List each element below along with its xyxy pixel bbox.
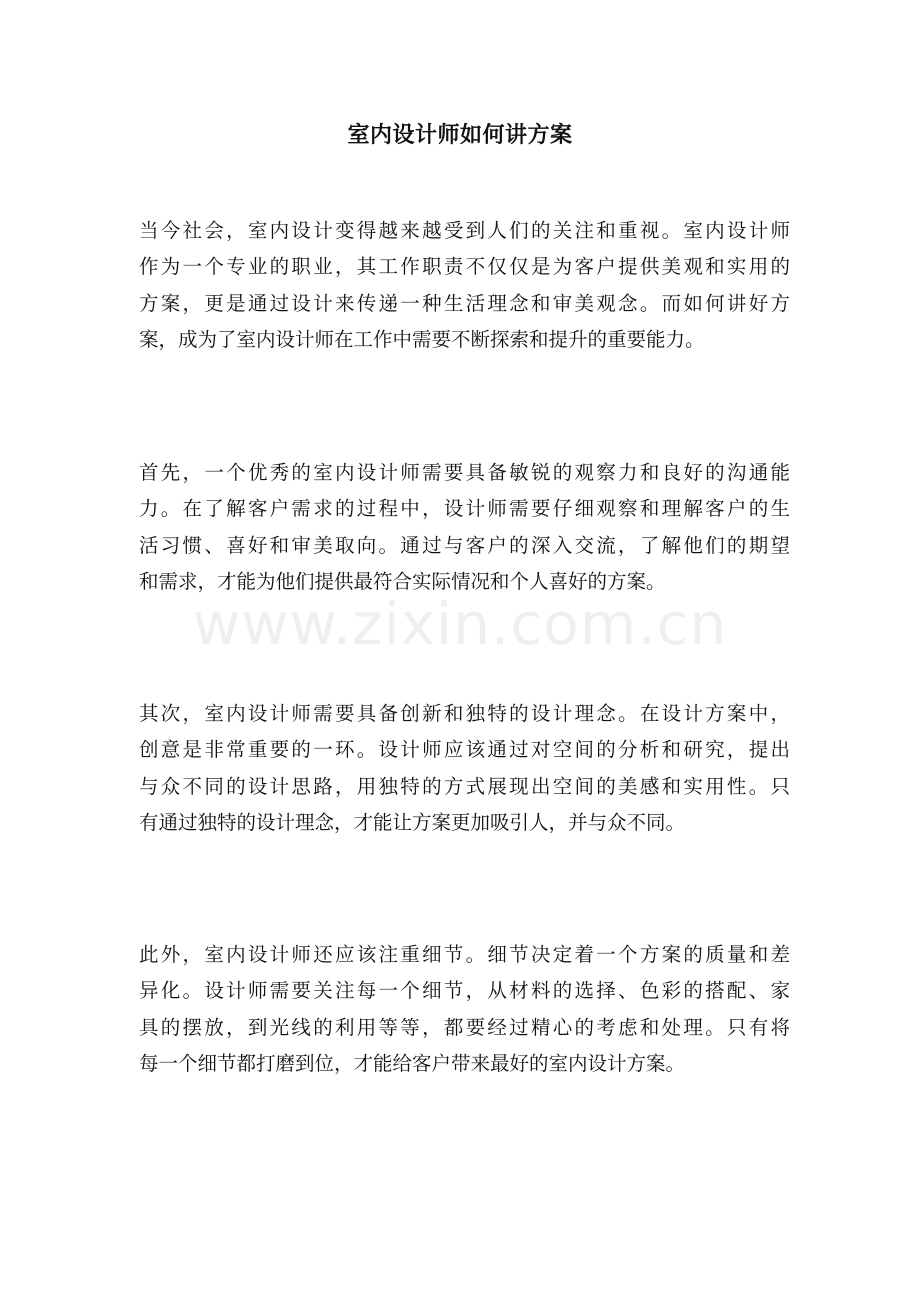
paragraph-line: 异化。设计师需要关注每一个细节，从材料的选择、色彩的搭配、家 — [139, 979, 790, 1003]
document-title: 室内设计师如何讲方案 — [347, 122, 573, 148]
watermark: www.zixin.com.cn — [192, 590, 728, 658]
paragraph-3 — [139, 696, 790, 842]
paragraph-line: 与众不同的设计思路，用独特的方式展现出空间的美感和实用性。只 — [139, 774, 790, 798]
paragraph-line: 其次，室内设计师需要具备创新和独特的设计理念。在设计方案中， — [139, 702, 790, 725]
paragraph-line: 具的摆放，到光线的利用等等，都要经过精心的考虑和处理。只有将 — [139, 1015, 790, 1039]
paragraph-line: 力。在了解客户需求的过程中，设计师需要仔细观察和理解客户的生 — [139, 497, 790, 521]
paragraph-1 — [139, 213, 790, 359]
paragraph-line: 创意是非常重要的一环。设计师应该通过对空间的分析和研究，提出 — [139, 738, 790, 762]
paragraph-line: 方案，更是通过设计来传递一种生活理念和审美观念。而如何讲好方 — [139, 291, 790, 315]
paragraph-line: 案，成为了室内设计师在工作中需要不断探索和提升的重要能力。 — [139, 328, 705, 352]
paragraph-line: 每一个细节都打磨到位，才能给客户带来最好的室内设计方案。 — [139, 1052, 686, 1076]
paragraph-4 — [139, 937, 790, 1083]
paragraph-line: 首先，一个优秀的室内设计师需要具备敏锐的观察力和良好的沟通能 — [139, 461, 790, 484]
paragraph-line: 和需求，才能为他们提供最符合实际情况和个人喜好的方案。 — [139, 570, 666, 594]
paragraph-line: 作为一个专业的职业，其工作职责不仅仅是为客户提供美观和实用的 — [139, 255, 790, 279]
paragraph-line: 当今社会，室内设计变得越来越受到人们的关注和重视。室内设计师 — [139, 219, 790, 242]
paragraph-line: 此外，室内设计师还应该注重细节。细节决定着一个方案的质量和差 — [139, 943, 790, 966]
paragraph-2 — [139, 455, 790, 601]
paragraph-line: 活习惯、喜好和审美取向。通过与客户的深入交流，了解他们的期望 — [139, 533, 790, 557]
paragraph-line: 有通过独特的设计理念，才能让方案更加吸引人，并与众不同。 — [139, 811, 686, 835]
